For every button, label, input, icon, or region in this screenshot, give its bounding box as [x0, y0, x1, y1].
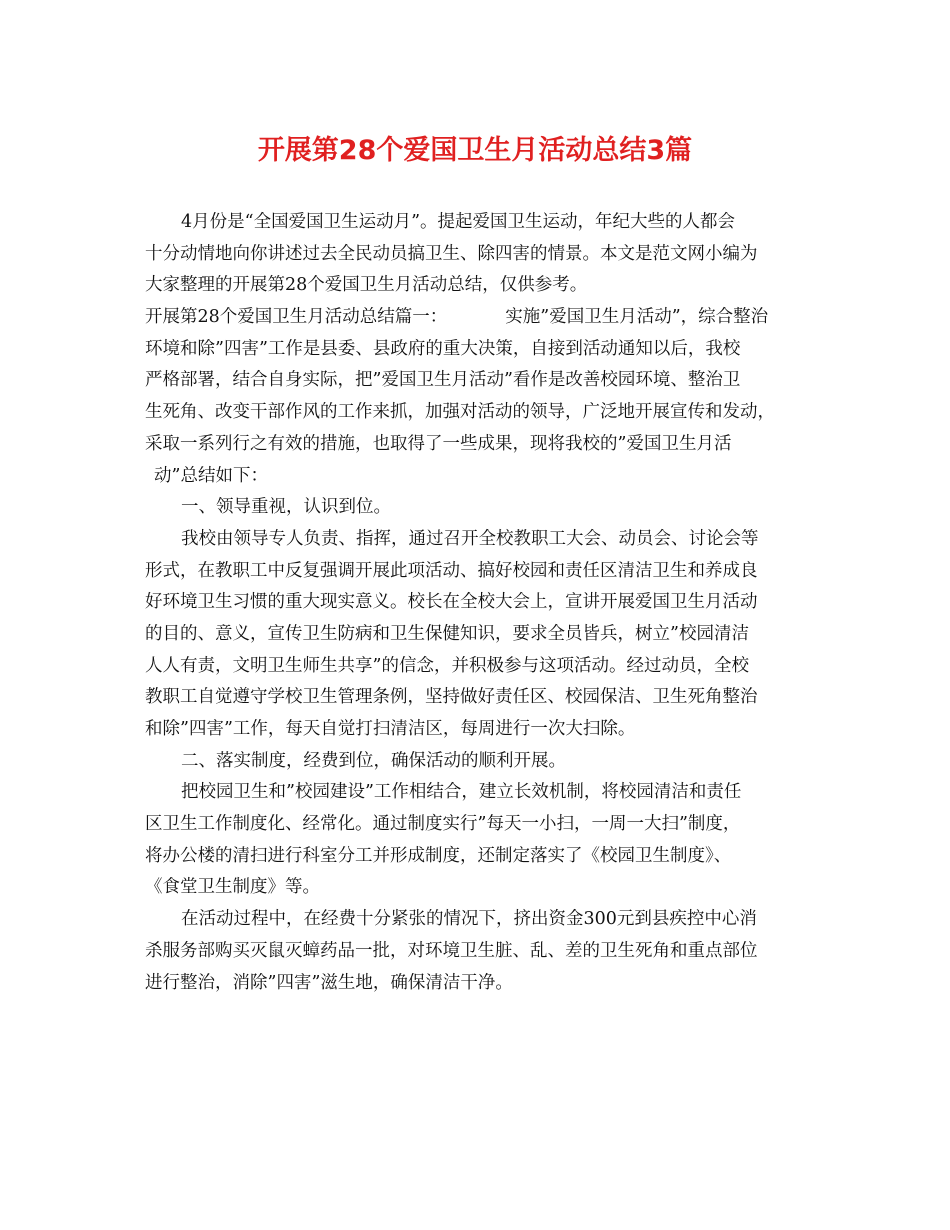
subheading-system: 二、落实制度，经费到位，确保活动的顺利开展。	[181, 750, 566, 771]
section-one-line-2: 环境和除”四害”工作是县委、县政府的重大决策，自接到活动通知以后，我校	[145, 338, 741, 359]
paragraph-funding-line-1: 在活动过程中，在经费十分紧张的情况下，挤出资金300元到县疾控中心消	[181, 909, 757, 930]
paragraph-intro-line-3: 大家整理的开展第28个爱国卫生月活动总结，仅供参考。	[145, 275, 588, 296]
paragraph-system-line-2: 区卫生工作制度化、经常化。通过制度实行”每天一小扫，一周一大扫”制度，	[145, 814, 741, 835]
section-one-heading-line	[145, 302, 815, 334]
document-title: 开展第28个爱国卫生月活动总结3篇	[257, 135, 693, 166]
paragraph-system-line-1: 把校园卫生和”校园建设”工作相结合，建立长效机制，将校园清洁和责任	[181, 782, 742, 803]
paragraph-leadership-line-4: 的目的、意义，宣传卫生防病和卫生保健知识，要求全员皆兵，树立”校园清洁	[145, 623, 749, 644]
section-one-line-5: 采取一系列行之有效的措施，也取得了一些成果，现将我校的”爱国卫生月活	[145, 433, 732, 454]
paragraph-leadership-line-3: 好环境卫生习惯的重大现实意义。校长在全校大会上，宣讲开展爱国卫生月活动	[145, 592, 758, 613]
section-one-heading: 开展第28个爱国卫生月活动总结篇一：	[145, 307, 448, 328]
section-one-line-3: 严格部署，结合自身实际，把”爱国卫生月活动”看作是改善校园环境、整治卫	[145, 370, 741, 391]
paragraph-leadership-line-1: 我校由领导专人负责、指挥，通过召开全校教职工大会、动员会、讨论会等	[181, 528, 759, 549]
paragraph-leadership-line-7: 和除”四害”工作，每天自觉打扫清洁区，每周进行一次大扫除。	[145, 719, 636, 739]
paragraph-system-line-3: 将办公楼的清扫进行科室分工并形成制度，还制定落实了《校园卫生制度》、	[145, 845, 732, 866]
section-one-line-6: 动”总结如下：	[154, 465, 268, 486]
paragraph-intro-line-2: 十分动情地向你讲述过去全民动员搞卫生、除四害的情景。本文是范文网小编为	[145, 243, 758, 264]
paragraph-system-line-4: 《食堂卫生制度》等。	[145, 877, 320, 898]
paragraph-funding-line-3: 进行整治，消除”四害”滋生地，确保清洁干净。	[145, 972, 513, 993]
paragraph-leadership-line-2: 形式，在教职工中反复强调开展此项活动、搞好校园和责任区清洁卫生和养成良	[145, 560, 758, 581]
paragraph-leadership-line-6: 教职工自觉遵守学校卫生管理条例，坚持做好责任区、校园保洁、卫生死角整治	[145, 687, 758, 708]
paragraph-intro-line-1: 4月份是“全国爱国卫生运动月”。提起爱国卫生运动，年纪大些的人都会	[181, 212, 736, 232]
section-one-first-sentence: 实施”爱国卫生月活动”，综合整治	[505, 307, 769, 328]
section-one-line-4: 生死角、改变干部作风的工作来抓，加强对活动的领导，广泛地开展宣传和发动，	[145, 402, 775, 423]
paragraph-leadership-line-5: 人人有责，文明卫生师生共享”的信念，并积极参与这项活动。经过动员，全校	[145, 655, 749, 676]
document-body	[145, 207, 815, 999]
subheading-leadership: 一、领导重视，认识到位。	[181, 497, 391, 518]
paragraph-funding-line-2: 杀服务部购买灭鼠灭蟑药品一批，对环境卫生脏、乱、差的卫生死角和重点部位	[145, 940, 758, 961]
